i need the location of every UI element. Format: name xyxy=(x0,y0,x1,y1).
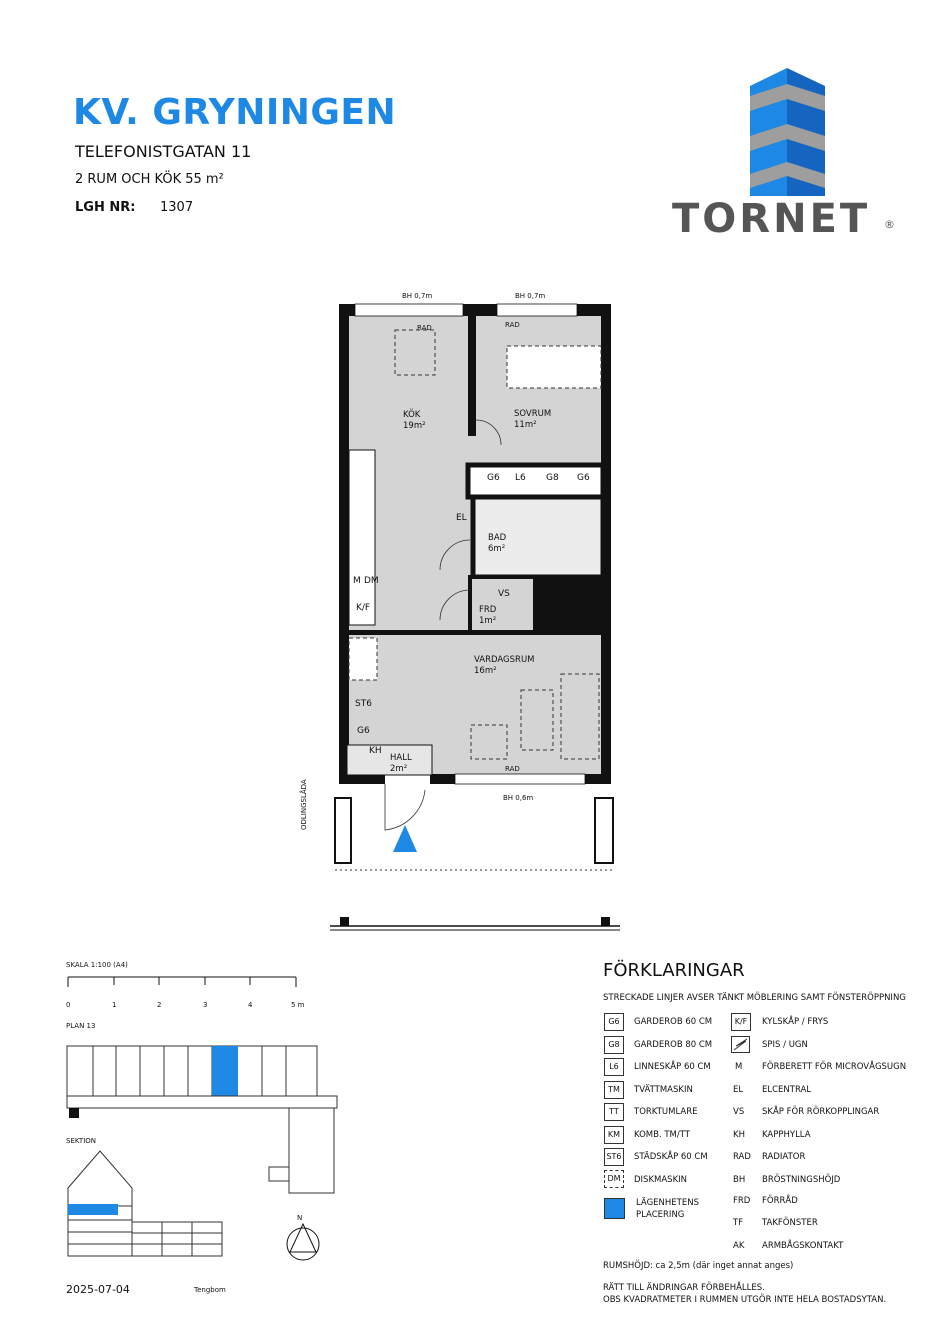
sektion-label: SEKTION xyxy=(66,1137,96,1145)
el-label: EL xyxy=(456,513,467,523)
legend-text-g6: GARDEROB 60 CM xyxy=(634,1017,713,1027)
room-vardagsrum: VARDAGSRUM 16m² xyxy=(474,655,535,676)
window-height-bottom: BH 0,6m xyxy=(503,794,534,802)
legend-code-l6: L6 xyxy=(604,1058,624,1076)
kh-label: KH xyxy=(369,746,382,756)
kf-label: K/F xyxy=(356,603,371,613)
tt-label: TT xyxy=(546,578,557,588)
legend-title: FÖRKLARINGAR xyxy=(603,960,745,981)
closet-g8: G8 xyxy=(546,473,559,483)
legend-code-km: KM xyxy=(604,1126,624,1144)
room-bad: BAD 6m² xyxy=(488,533,507,554)
room-kok: KÖK 19m² xyxy=(403,410,426,431)
closet-g6-b: G6 xyxy=(577,473,590,483)
vs-label: VS xyxy=(498,589,510,599)
closet-g6-a: G6 xyxy=(487,473,500,483)
registered-mark: ® xyxy=(884,218,895,231)
legend-code-ak: AK xyxy=(733,1241,745,1251)
scale-tick-1: 1 xyxy=(112,1001,117,1009)
legend-text-tm: TVÄTTMASKIN xyxy=(634,1085,693,1095)
legend-text-tt: TORKTUMLARE xyxy=(634,1107,698,1117)
legend-code-tm: TM xyxy=(604,1081,624,1099)
legend-text-tf: TAKFÖNSTER xyxy=(762,1218,818,1228)
scale-tick-5: 5 m xyxy=(291,1001,305,1009)
legend-code-kf: K/F xyxy=(731,1013,751,1031)
legend-text-vs: SKÅP FÖR RÖRKOPPLINGAR xyxy=(762,1107,880,1117)
legend-code-vs: VS xyxy=(733,1107,745,1117)
legend-code-dm: DM xyxy=(604,1170,624,1188)
legend-text-km: KOMB. TM/TT xyxy=(634,1130,690,1140)
st6-label: ST6 xyxy=(355,699,372,709)
area-note: OBS KVADRATMETER I RUMMEN UTGÖR INTE HELA BOSTADSYTAN. xyxy=(603,1295,887,1305)
apartment-number: 1307 xyxy=(160,200,194,215)
legend-text-bh: BRÖSTNINGSHÖJD xyxy=(762,1175,841,1185)
legend-text-dm: DISKMASKIN xyxy=(634,1175,688,1185)
radiator-label-kitchen: RAD xyxy=(417,324,432,332)
tornet-logo-icon xyxy=(745,66,830,198)
scale-tick-4: 4 xyxy=(248,1001,253,1009)
legend-subtitle: STRECKADE LINJER AVSER TÄNKT MÖBLERING SAMT FÖNSTERÖPPNING xyxy=(603,993,906,1003)
scale-bar xyxy=(66,975,306,989)
scale-tick-3: 3 xyxy=(203,1001,208,1009)
legend-text-st6: STÄDSKÅP 60 CM xyxy=(634,1152,708,1162)
apartment-number-label: LGH NR: xyxy=(75,200,136,215)
legend-text-spis: SPIS / UGN xyxy=(762,1040,808,1050)
legend-code-g6: G6 xyxy=(604,1013,624,1031)
street-address: TELEFONISTGATAN 11 xyxy=(75,142,252,161)
scale-tick-2: 2 xyxy=(157,1001,162,1009)
apartment-size: 2 RUM OCH KÖK 55 m² xyxy=(75,172,224,187)
legend-code-st6: ST6 xyxy=(604,1148,624,1166)
room-height-note: RUMSHÖJD: ca 2,5m (där inget annat anges) xyxy=(603,1261,794,1271)
window-height-left: BH 0,7m xyxy=(402,292,433,300)
legend-code-bh: BH xyxy=(733,1175,746,1185)
legend-text-frd: FÖRRÅD xyxy=(762,1196,798,1206)
legend-text-rad: RADIATOR xyxy=(762,1152,806,1162)
legend-text-placering: LÄGENHETENS PLACERING xyxy=(636,1198,699,1220)
m-label: M xyxy=(353,576,361,586)
room-frd: FRD 1m² xyxy=(479,605,497,626)
plan13-label: PLAN 13 xyxy=(66,1022,96,1030)
architect-name: Tengbom xyxy=(194,1286,226,1294)
legend-code-frd: FRD xyxy=(733,1196,751,1206)
legend-code-tf: TF xyxy=(733,1218,744,1228)
legend-text-kf: KYLSKÅP / FRYS xyxy=(762,1017,829,1027)
legend-code-g8: G8 xyxy=(604,1036,624,1054)
room-hall: HALL 2m² xyxy=(390,753,412,774)
tornet-logo-text: TORNET xyxy=(672,196,871,242)
legend-code-m: M xyxy=(735,1062,743,1072)
legend-text-g8: GARDEROB 80 CM xyxy=(634,1040,713,1050)
legend-text-l6: LINNESKÅP 60 CM xyxy=(634,1062,711,1072)
section-drawing xyxy=(64,1148,234,1260)
north-label: N xyxy=(297,1214,303,1222)
project-title: KV. GRYNINGEN xyxy=(73,92,397,133)
legend-code-kh: KH xyxy=(733,1130,745,1140)
legend-text-ak: ARMBÅGSKONTAKT xyxy=(762,1241,844,1251)
window-height-right: BH 0,7m xyxy=(515,292,546,300)
room-sovrum: SOVRUM 11m² xyxy=(514,409,552,430)
legend-text-m: FÖRBERETT FÖR MICROVÅGSUGN xyxy=(762,1062,907,1072)
north-arrow-icon xyxy=(283,1222,323,1262)
placement-swatch xyxy=(604,1198,625,1219)
scale-tick-0: 0 xyxy=(66,1001,71,1009)
legend-text-el: ELCENTRAL xyxy=(762,1085,812,1095)
radiator-label-bedroom: RAD xyxy=(505,321,520,329)
legend-code-rad: RAD xyxy=(733,1152,751,1162)
g6-hall-label: G6 xyxy=(357,726,370,736)
legend-text-kh: KAPPHYLLA xyxy=(762,1130,811,1140)
legend-code-el: EL xyxy=(733,1085,744,1095)
odlingslada-label: ODLINGSLÅDA xyxy=(300,779,308,830)
dm-label: DM xyxy=(364,576,379,586)
plan-date: 2025-07-04 xyxy=(66,1283,130,1296)
stove-icon xyxy=(731,1036,751,1054)
scale-label: SKALA 1:100 (A4) xyxy=(66,961,128,969)
closet-l6: L6 xyxy=(515,473,526,483)
changes-note: RÄTT TILL ÄNDRINGAR FÖRBEHÅLLES. xyxy=(603,1283,765,1293)
radiator-label-living: RAD xyxy=(505,765,520,773)
legend-code-tt: TT xyxy=(604,1103,624,1121)
tm-label: TM xyxy=(575,578,589,588)
